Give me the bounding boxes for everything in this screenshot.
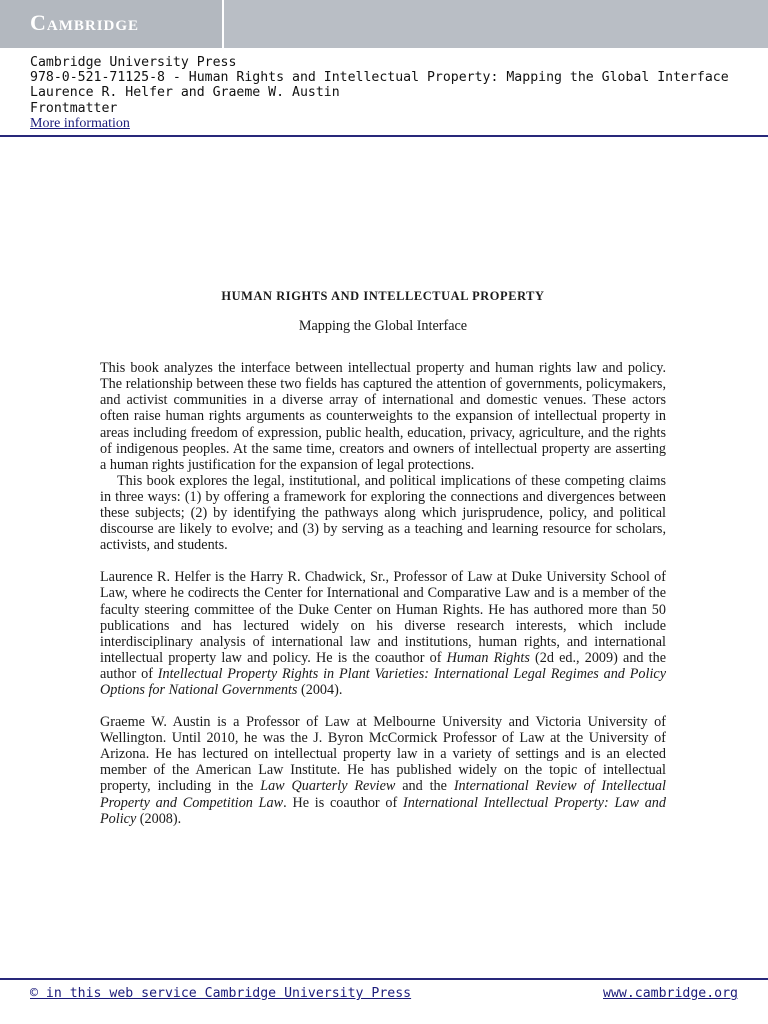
top-divider bbox=[0, 135, 768, 137]
cambridge-logo[interactable]: Cambridge bbox=[30, 10, 140, 35]
austin-bio-text-3: . He is coauthor of bbox=[283, 794, 404, 811]
more-information-link[interactable]: More information bbox=[30, 115, 130, 131]
bottom-divider bbox=[0, 978, 768, 980]
helfer-book-1: Human Rights bbox=[446, 649, 530, 666]
helfer-bio-text-1: Laurence R. Helfer is the Harry R. Chadwick, Sr., Professor of Law at Duke University School of Law, where he codirects the Center for International and Comparative Law and is a member of the faculty steering committee of the Duke Center on Human Rights. He has authored more than 50 publications and has lectured widely on his diverse research interests, which include interdisciplinary analysis of international law and institutions, human rights, and international intellectual property law and policy. He is the coauthor of bbox=[100, 569, 666, 666]
cambridge-website-link[interactable]: www.cambridge.org bbox=[603, 986, 738, 1001]
helfer-bio-text-2: (2d ed., 2009) and the author of bbox=[100, 649, 667, 682]
description-paragraph-2: This book explores the legal, institutional, and political implications of these competing claims in three ways: (1) by offering a framework for exploring the connections and divergences between these subjects; (2) by identifying the pathways along which jurisprudence, policy, and political discourse are likely to evolve; and (3) by serving as a teaching and learning resource for scholars, activists, and students. bbox=[100, 472, 666, 554]
book-title: HUMAN RIGHTS AND INTELLECTUAL PROPERTY bbox=[221, 289, 545, 303]
austin-journal-2: International Review of Intellectual Property and Competition Law bbox=[100, 778, 666, 811]
helfer-bio-text-3: (2004). bbox=[297, 681, 343, 698]
austin-bio-text-4: (2008). bbox=[136, 810, 182, 827]
helfer-book-2: Intellectual Property Rights in Plant Varieties: International Legal Regimes and Policy Options for National Governments bbox=[100, 665, 666, 698]
book-subtitle: Mapping the Global Interface bbox=[298, 318, 468, 335]
header-banner bbox=[0, 0, 768, 48]
section-line: Frontmatter bbox=[30, 100, 118, 116]
page-content bbox=[100, 288, 666, 827]
austin-journal-1: Law Quarterly Review bbox=[260, 778, 396, 795]
authors-line: Laurence R. Helfer and Graeme W. Austin bbox=[30, 85, 340, 101]
logo-box bbox=[0, 0, 224, 48]
description-paragraph-1: This book analyzes the interface between intellectual property and human rights law and policy. The relationship between these two fields has captured the attention of governments, policymakers, and activist communities in a diverse array of international and domestic venues. These actors often raise human rights arguments as counterweights to the expansion of intellectual property in areas including freedom of expression, public health, education, privacy, agriculture, and the rights of indigenous peoples. At the same time, creators and owners of intellectual property are asserting a human rights justification for the expansion of legal protections. bbox=[100, 360, 666, 473]
book-metadata bbox=[30, 55, 729, 131]
isbn-title-line: 978-0-521-71125-8 - Human Rights and Intellectual Property: Mapping the Global Interface bbox=[30, 70, 729, 86]
copyright-link[interactable]: © in this web service Cambridge University Press bbox=[30, 986, 412, 1001]
publisher-line: Cambridge University Press bbox=[30, 55, 237, 70]
helfer-bio bbox=[100, 569, 666, 698]
austin-bio-text-2: and the bbox=[395, 778, 454, 795]
austin-book-1: International Intellectual Property: Law and Policy bbox=[100, 794, 666, 827]
austin-bio-text-1: Graeme W. Austin is a Professor of Law at Melbourne University and Victoria University of Wellington. Until 2010, he was the J. Byron McCormick Professor of Law at the University of Arizona. He has lectured on intellectual property law in a variety of settings and is an elected member of the American Law Institute. He has published widely on the topic of intellectual property, including in the bbox=[100, 714, 666, 795]
austin-bio bbox=[100, 714, 666, 827]
